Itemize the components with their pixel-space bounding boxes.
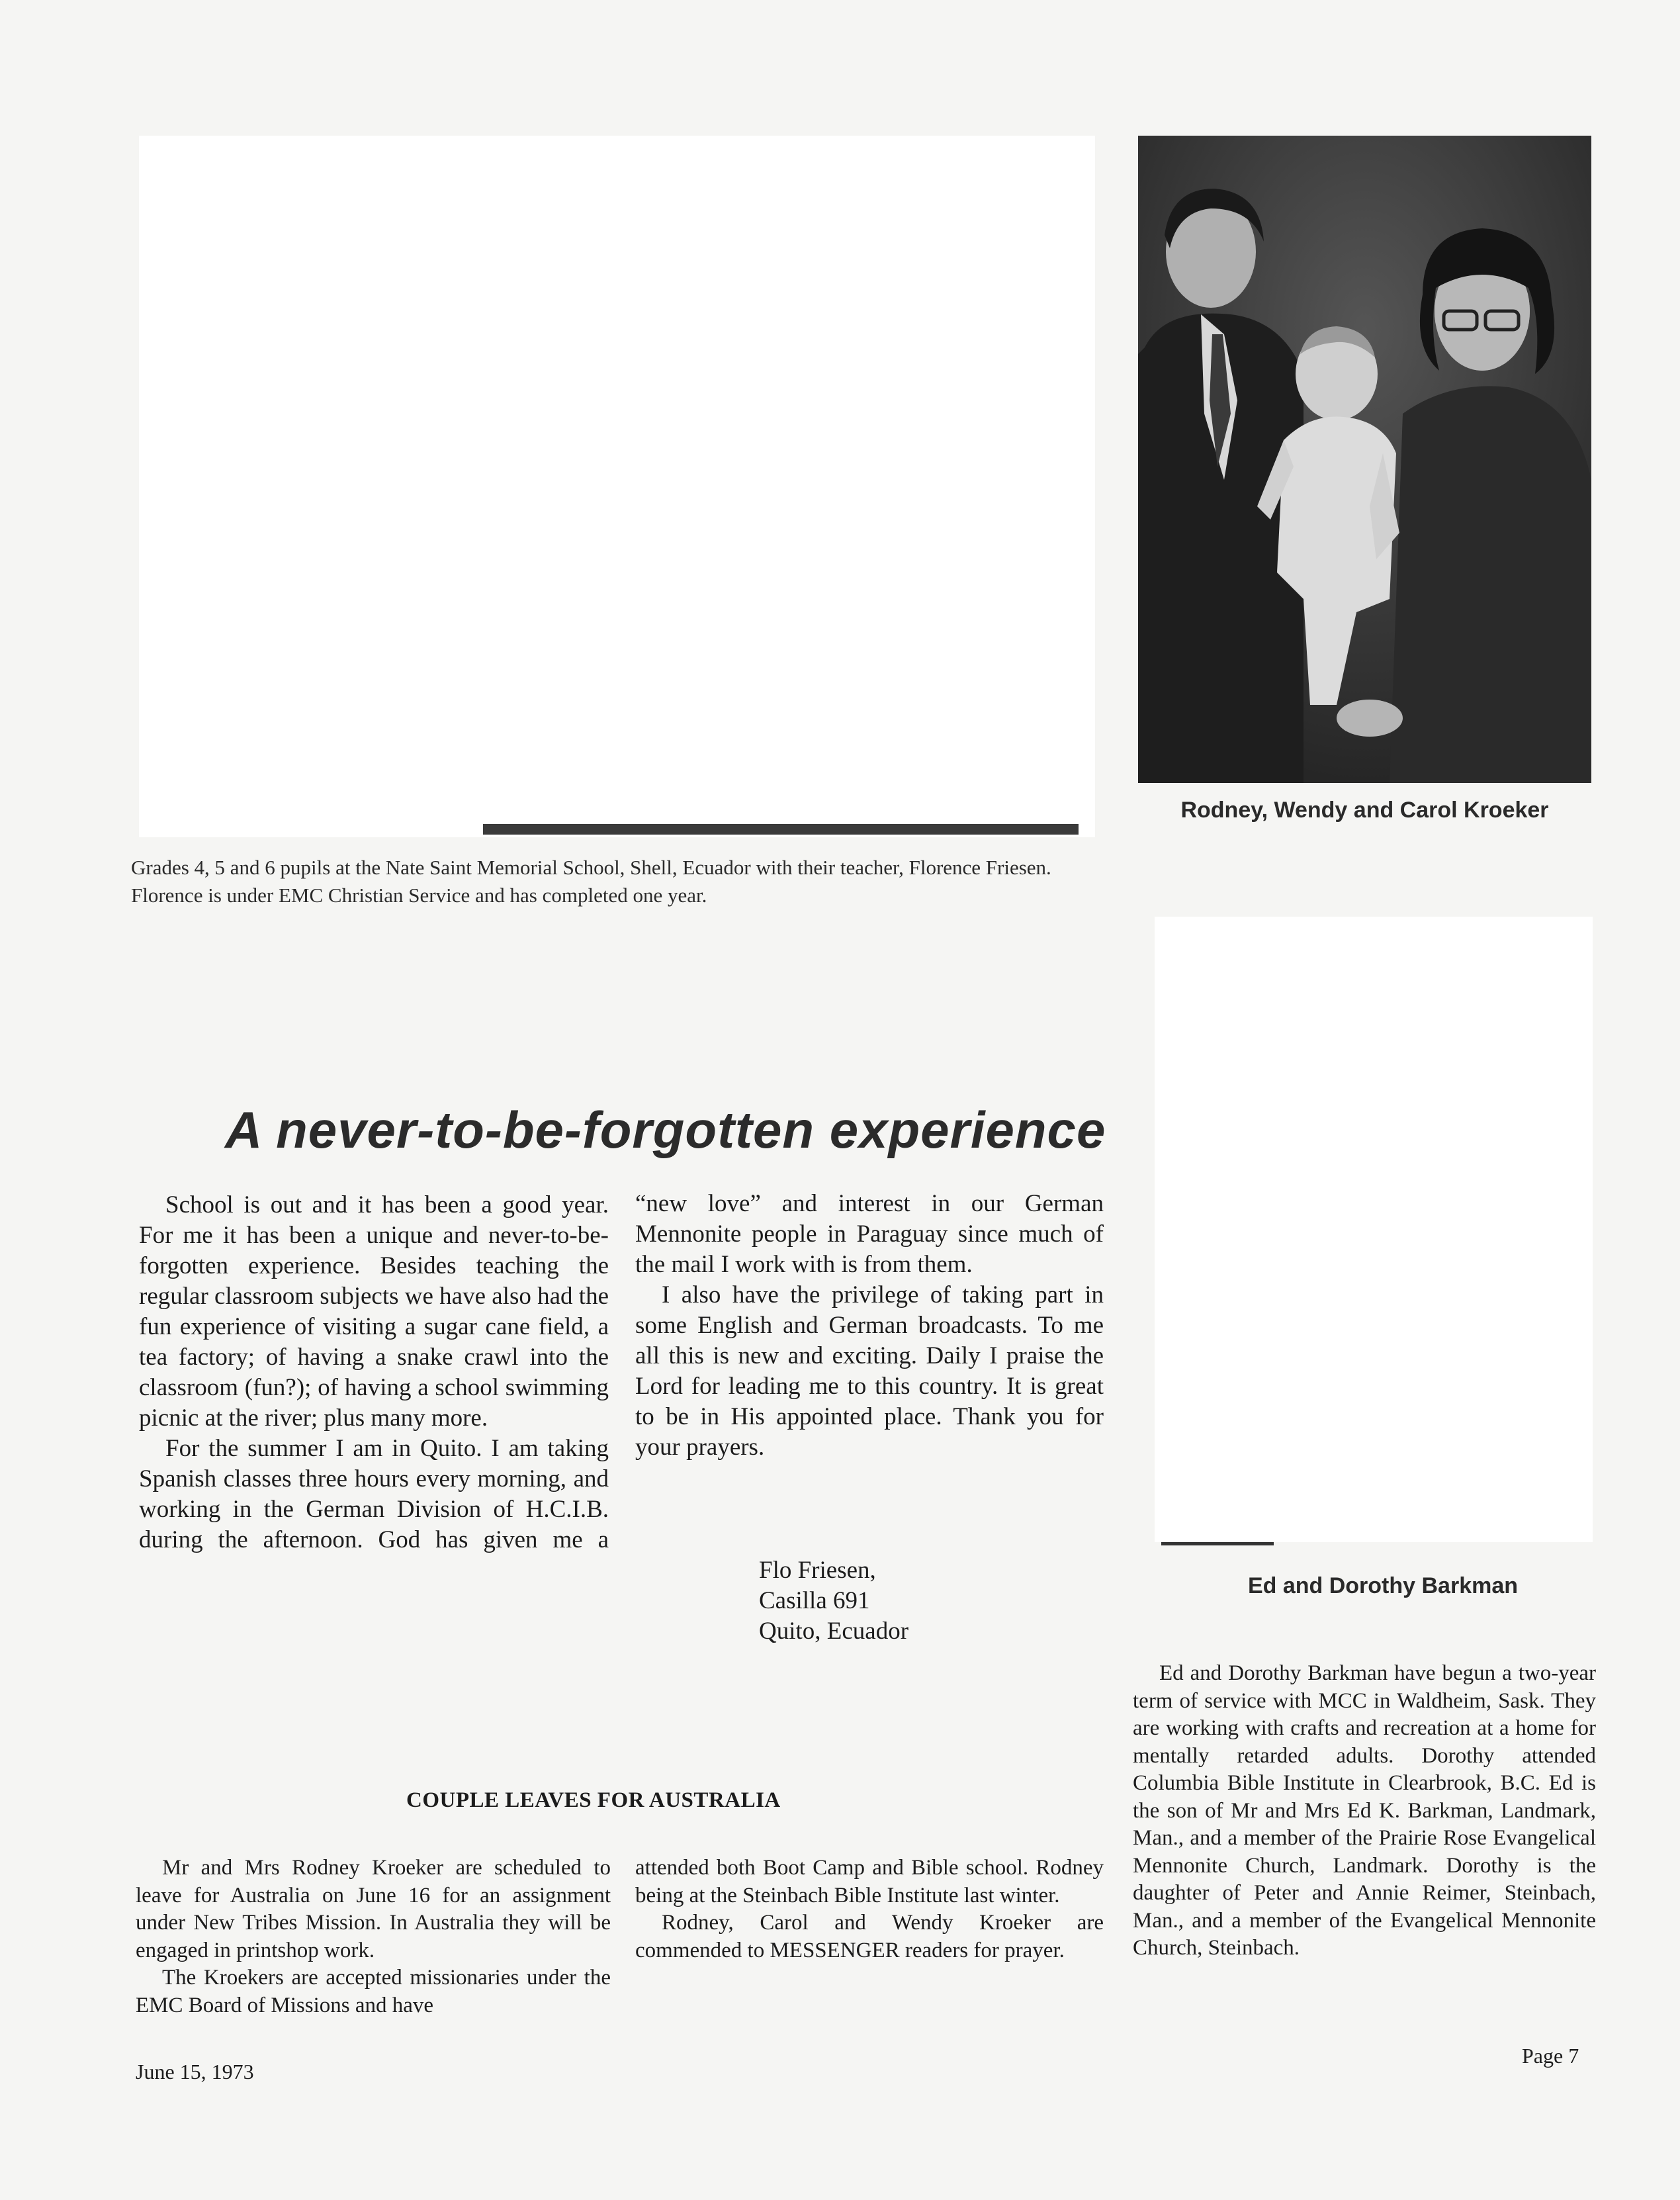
- article1-paragraph: “new love” and interest in our German Mennonite people in Paraguay since much of the mail I work with is from them.: [635, 1190, 1104, 1278]
- photo-classroom-edge: [483, 824, 1079, 835]
- photo-barkman-edge: [1161, 1542, 1274, 1545]
- issue-date: June 15, 1973: [136, 2060, 254, 2084]
- article1-column-left: [139, 1190, 609, 1555]
- caption-kroeker: Rodney, Wendy and Carol Kroeker: [1180, 798, 1549, 823]
- article2-column-left: [136, 1855, 611, 2019]
- article1-signature: [759, 1555, 908, 1647]
- article2-paragraph: The Kroekers are accepted missionaries under the EMC Board of Missions and have: [136, 1966, 611, 2017]
- article1-paragraph: I also have the privilege of taking part in some English and German broadcasts. To me all this is new and exciting. Daily I praise the Lord for leading me to this country. It is great to be in His appointed place. Thank you for your prayers.: [635, 1281, 1104, 1461]
- caption-barkman: Ed and Dorothy Barkman: [1247, 1573, 1519, 1598]
- headline-never-forgotten: A never-to-be-forgotten experience: [225, 1101, 1106, 1159]
- family-portrait-illustration: [1138, 136, 1591, 783]
- page-number: Page 7: [1522, 2044, 1579, 2068]
- article2-paragraph: attended both Boot Camp and Bible school. Rodney being at the Steinbach Bible Institute last winter.: [635, 1856, 1104, 1907]
- caption-classroom: Grades 4, 5 and 6 pupils at the Nate Saint Memorial School, Shell, Ecuador with their teacher, Florence Friesen. Florence is under EMC Christian Service and has completed one year.: [131, 856, 1051, 907]
- signature-address: Casilla 691: [759, 1587, 870, 1614]
- article1-paragraph: For the summer I am in Quito. I am taking Spanish classes three hours every morning, and working in the German Division of H.C.I.B. during the afternoon. God has given me a: [139, 1435, 609, 1553]
- article1-column-right: [635, 1189, 1104, 1463]
- signature-name: Flo Friesen,: [759, 1557, 876, 1584]
- article2-paragraph: Rodney, Carol and Wendy Kroeker are commended to MESSENGER readers for prayer.: [635, 1911, 1104, 1962]
- article1-paragraph: School is out and it has been a good year. For me it has been a unique and never-to-be-forgotten experience. Besides teaching the regular classroom subjects we have also had the fun experience of visiting a sugar cane field, a tea factory; of having a snake crawl into the classroom (fun?); of having a school swimming picnic at the river; plus many more.: [139, 1191, 609, 1432]
- photo-kroeker-family: [1138, 136, 1591, 783]
- article3-column: [1133, 1660, 1596, 1962]
- photo-barkman: [1155, 917, 1593, 1542]
- article2-paragraph: Mr and Mrs Rodney Kroeker are scheduled to leave for Australia on June 16 for an assignment under New Tribes Mission. In Australia they will be engaged in printshop work.: [136, 1856, 611, 1962]
- signature-city: Quito, Ecuador: [759, 1618, 909, 1645]
- article2-title: COUPLE LEAVES FOR AUSTRALIA: [406, 1788, 781, 1812]
- article2-column-right: [635, 1855, 1104, 1964]
- photo-classroom-blank: [139, 136, 1095, 837]
- photo-classroom: [139, 136, 1095, 837]
- article3-paragraph: Ed and Dorothy Barkman have begun a two-year term of service with MCC in Waldheim, Sask. They are working with crafts and recreation at a home for mentally retarded adults. Dorothy attended Columbia Bible Institute in Clearbrook, B.C. Ed is the son of Mr and Mrs Ed K. Barkman, Landmark, Man., and a member of the Prairie Rose Evangelical Mennonite Church, Landmark. Dorothy is the daughter of Peter and Annie Reimer, Steinbach, Man., and a member of the Evangelical Mennonite Church, Steinbach.: [1133, 1661, 1596, 1960]
